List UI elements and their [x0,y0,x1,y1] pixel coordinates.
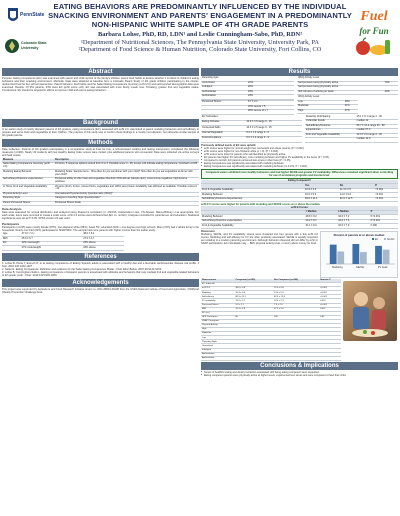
key-finding-box [201,169,398,179]
table-cell: 69.6 ± 11.1 [304,197,339,202]
table-cell: <0.001 [374,197,398,202]
table-cell: <0.001 [319,291,341,295]
table-cell: EC (n=) [201,311,234,315]
column-header: ≥ Median [337,210,370,215]
table-cell: HPF Participant [201,315,234,319]
table-cell [298,137,302,142]
table-cell: 27% underweight [21,246,83,251]
poster-header [0,0,400,66]
table-cell: <0.001 [319,295,341,299]
table-cell: Internal Regulation [201,131,245,136]
table-cell: Modeling [201,291,234,295]
table-cell: 10.9 ± 3.6 range 0 - 15 [245,120,298,125]
table-cell: 38.0 ± 6.2 [82,233,124,237]
table-cell: 23% obese [82,241,124,246]
table-cell: 6.7 ± 2.1 [247,101,294,106]
results-heading: Results [201,68,398,76]
table-cell: Self-Efficacy/Outcome Expectancies [201,197,304,202]
table-cell: 21% [344,105,358,110]
column-header: P [370,210,398,215]
table-cell: 68.5 ± 11.1 [234,295,273,299]
chart-bar [383,250,390,264]
table-cell: P<0.001 [370,215,398,220]
table-cell [319,356,341,360]
table-row [297,90,398,95]
list-item: ■ ecSI scores were lower for parents who self-identified as physically active. [201,153,398,156]
table-cell: 15.1 ± 6.1 range 2 - 30 [356,116,398,120]
table-cell [234,356,273,360]
table-row [2,246,124,251]
discussion-block [201,230,398,278]
table-cell: Modeling Behavior [201,215,305,220]
table-cell: 22.6 ± 6.8 [273,287,319,291]
table-cell: Moderate [201,332,234,336]
table-cell: Low [297,100,344,105]
table-cell: Perceived ability to offer fruits and vegetables that their child will eat (sample item). Low-income negatives, high-income positives. [54,177,199,184]
table-cell [273,356,319,360]
table-cell: EC Subscales: [201,116,245,121]
table-row [201,137,302,142]
table-cell: 16.3 ± 5.9 [234,291,273,295]
table-cell: Modeling Behavior [201,193,304,198]
penn-state-logo [4,6,45,28]
table-cell: 14.0 ± 6.0 [339,193,374,198]
table-cell: <0.001 [374,193,398,198]
table-cell: 25.3 ± 4.9 [234,307,273,311]
list-item: ■ Compared to not EC, EC parents perceived less stress in their lives (P < 0.05). [201,159,398,162]
table-cell: 27.2 ± 5.6 [273,307,319,311]
discussion-text: Modeling, SE/OE, and FV availability scores were clustered into four groups with a few ecSI 2.0 scores. Modeling and self-efficacy for FV are often positively associated. SE/OE is equally important as modeling in a modern parenting environment. Although behavior observed did not differ by ecSI or SNAP participation, EC individuals may ... BMI, physical activity level, or worry about money for food. [201,233,318,246]
left-column [2,68,199,295]
ecsi-median-table [201,206,398,229]
participants-table [2,233,124,251]
table-cell: EC Subscale [201,283,234,287]
table-cell: 300 minutes of activity per week [297,90,384,95]
background-text: In an earlier study of mostly Hispanic parents of 4th graders, eating competence (EC), assessed with ecSI 2.0, was linked to parent modeling behaviors and self-efficacy to prepare and serve fruits and vegetables to their children. The purpose of this study was to confirm these findings in a mostly non-Hispanic, but otherwise similar sample of 4th grade parents. [2,128,199,138]
methods-text: Data Collection. Parents of 4th graders participating in a comparative study at Fuel for Fun, a school-based cooking and tasting intervention, completed the following measures (n=404). Nearly 20 students with low Healthy Eating Index scores were invited, plus additional parents who consented. Data were collected via online surveys and hard copies. [2,148,199,158]
table-cell: Self-efficacy [201,295,234,299]
table-cell: <0.001 [319,303,341,307]
table-cell: Age [2,233,21,237]
table-cell: 62.4 ± 12.6 [273,295,319,299]
table-cell: 16.6 ± 5.9 [304,193,339,198]
table-cell: Modeling Eating Behavior [2,170,54,177]
affiliation-2: ²Department of Food Science & Human Nutrition, Colorado State University, Fort Collins, CO [78,46,322,54]
table-cell: 0.007 [319,307,341,311]
chart-bar [375,246,382,264]
table-cell: 100 [273,315,319,319]
table-cell: Self-efficacy/Outcome expectancies [201,219,305,224]
author-names: Barbara Lohse, PhD, RD, LDN¹ and Leslie Cunningham-Sabo, PhD, RDN² [97,31,303,38]
column-header: Measurement [201,279,234,283]
column-header: P [374,184,398,189]
table-cell: FV availability [201,299,234,303]
table-cell: Eating Attitudes [201,120,245,125]
participants-heading: Participants [2,221,20,226]
acknowledgements-text: This project was supported by Agriculture and Food Research Initiative Grant no. 2011-68001-30138 from the USDA National Institute of Food and Agriculture, Childhood Obesity Prevention Challenge Area. [2,288,199,295]
analysis-heading: Data Analysis [2,207,22,212]
table-cell: 16 items, 5 response options scored from 0 to 3. Possible score 0 - 48; scores ≥32 indicate eating competence. Cronbach α 0.85 [54,163,199,170]
table-cell: 47% [344,109,358,114]
right-column [201,68,398,377]
table-cell: P<0.001 [370,219,398,224]
table-cell: Authoritative [201,95,247,100]
table-cell: BMI [2,237,21,242]
references-heading: References [2,253,199,261]
table-cell: 29.2 ± 8.1 [305,219,338,224]
ecsi-table-title: ecSI 2.0 score [201,206,398,210]
table-cell: 65.7 ± 12.4 range 15 - 80 [356,124,398,129]
ec-block [201,116,398,143]
list-item: ■ Eating competent parents were physically active at higher levels, experienced less stress and were competent to feed their child. [201,374,398,377]
methods-table [2,159,199,207]
abstract-heading: Abstract [2,68,199,76]
methods-heading: Methods [2,139,199,147]
affiliation-1: ¹Department of Nutritional Sciences, The Pennsylvania State University, University Park, PA [80,38,320,46]
ec-right-table [305,116,398,143]
table-cell: High [297,109,344,114]
x-tick-label: SE/OE [356,265,364,269]
table-cell: SNAP Participant [201,319,234,323]
activity-table [297,77,398,95]
table-cell: 34.0 ± 7.6 [337,219,370,224]
table-cell: 62.9 ± 12.5 [339,197,374,202]
participants-text: Participants (n=315) were mostly female (87%), non-Hispanic white (85%), Asian 5%; educated (64% ≥ one degree post high school). Most (72%) had 2 adults living in the household. Nearly one third (32%) participated in SNAP/WIC. The sample had more parents with higher income than the earlier study. [2,225,199,232]
table-row [201,224,398,229]
table-cell: Uninvolved [201,344,234,348]
table-cell: Authoritarian [201,352,234,356]
table-cell [2,246,21,251]
column-header: No [339,184,374,189]
table-cell: 32.5 ± 7.9 [337,224,370,229]
poster-authors [48,31,352,54]
bottom-block [201,279,398,361]
table-cell: Caregiver's Feeding Style Questionnaire* [54,197,199,202]
legend-label: EC [374,238,379,241]
chart-title: Percent of parents at or above median [333,232,385,237]
median-bar-chart [320,231,398,278]
table-cell: Authoritative [201,356,234,360]
table-cell: In Home Fruit and Vegetable Availability [2,185,54,192]
references-list [2,262,199,277]
column-header: < Median [305,210,338,215]
table-cell: Satter Eating Competence Inventory (ecSI 2.0) [2,163,54,170]
fuel-wordmark: Fuel [360,9,388,24]
table-row [201,110,294,115]
table-cell: Parenting Style [2,197,54,202]
conclusions-list [201,371,398,377]
x-tick-label: FV Avail [377,265,388,269]
table-cell: Self-perceive being physically active [297,86,384,91]
discussion-text-wrap [201,230,318,278]
table-cell: Perceived Stress Scale [54,201,199,206]
table-cell: Fruit & Vegetable Availability [201,224,305,229]
table-cell [305,138,356,143]
table-cell: Uninvolved [201,81,247,86]
list-item: ■ ecSI scores were higher for normal weight than overweight and obese parents (P = 0.002). [201,147,398,150]
penn-state-wordmark: PennState [20,12,45,18]
table-row [2,163,199,170]
abstract-text: Purpose: Eating competence (EC) was examined with parent and child reports of the family's children parent food habits to assess whether it is linked to children's eating behaviors and their snacking environment. Methods: Data were obtained at baseline from a Colorado Parent Study of 4th grade children participating in the cluster-randomized Fuel for Fun school intervention. Parent behavior, food habits and the Satter Eating Competence Inventory (ecSI 2.0) and self-reported demographic data were examined. Results: Of 351 parents, 43% were EC (ecSI score ≥32). EC was associated with more family meals, less TV/eating, greater fruit and vegetable intake. Conclusions: EC should be targeted in efforts to improve child and parent eating behaviors. [2,77,199,93]
table-cell: 70% [384,81,398,86]
table-cell: Physical Activity Level [2,192,54,197]
svg-text:University: University [21,46,39,50]
table-cell: 5.3 ± 2.1 [234,303,273,307]
table-cell: 18% [247,90,294,95]
conclusions-heading: Conclusions & Implications [201,362,398,370]
table-cell: 19% [344,100,358,105]
table-cell: Indulgent [201,86,247,91]
table-cell: Parent Perceived Stress [2,201,54,206]
results-bullets [201,147,398,168]
table-cell: Self-Efficacy/Outcome [305,124,356,129]
table-row [297,109,358,114]
chart-bar [352,244,359,264]
x-tick-label: Modeling [332,265,343,269]
table-cell: 10.3 ± 2.5 range 0 - 15 [245,126,298,131]
table-cell: Self-efficacy/Outcome expectancies [2,177,54,184]
column-header: Yes [304,184,339,189]
food-photo [343,279,398,343]
table-cell: 5.2 ± 1.4 range 0 - 6 [245,131,298,136]
ec-comparison-title: Eating Competent? [201,180,398,184]
table-row [201,197,398,202]
table-cell: Perceived Stress [201,303,234,307]
table-cell: Parenting Style [201,340,234,344]
table-cell: Modeling Scale. Sample items - How often do you eat dinner with your child? How often do you eat vegetables at dinner with your child? [54,170,199,177]
table-cell: <0.001 [319,287,341,291]
ipaq-table [297,96,358,114]
methods-col-header: Measure [2,159,54,163]
table-cell: median 12 [356,120,398,125]
table-cell: 37.9 ± 7.2 y [21,233,83,237]
activity-block [297,77,398,115]
table-cell: 13.4 ± 5.9 [273,291,319,295]
table-cell: Authoritarian [201,90,247,95]
table-cell: Parenting style [201,77,247,81]
column-header: Competent (n=185) [234,279,273,283]
acknowledgements-heading: Acknowledgements [2,279,199,287]
ec-subscales-table [201,116,302,143]
table-cell: 18% obese [82,246,124,251]
results-top-block [201,77,398,115]
discussion-heading: Discussion [201,229,215,233]
table-cell: median 12.0 [356,138,398,143]
family-cooking-photo [343,281,397,341]
table-cell: 34.6 ± 7.2 [337,215,370,220]
bullets-heading: Previously defined levels of EC were upheld. [201,143,257,147]
table-cell: 0.010 [319,299,341,303]
table-cell: Physical Activity [201,324,234,328]
table-cell: 28.8 ± 8.2 [305,215,338,220]
reference-item: 3. Lohse B, Cunningham-Sabo L. Eating competence of Hispanic parents is associated with attitudes and behaviors that may mediate fruit and vegetable-related behaviors of 4th grade youth. J Nutr. 2012;142:1903-1909. [2,271,199,278]
table-cell: Fruit & Vegetable Availability [201,188,304,193]
bar-chart-svg [322,237,396,271]
table-cell: 28% severe of ≥ 7 [247,110,294,115]
table-cell: 40% [384,90,398,95]
column-header: Not Competent (n=209) [273,279,319,283]
chart-bar [360,252,367,264]
table-cell: 25.6 ± 5.7 [21,237,83,242]
table-cell: expectancies [305,129,356,134]
reference-item: 2. Satter E. Eating Competence: Definition and evidence for the Satter Eating Competence Model. J Nutr Educ Behav. 2007;39:S142-S153. [2,268,162,272]
table-cell: 85 [234,315,273,319]
table-cell: 38.0 ± 4.8 [234,287,273,291]
colorado-state-logo [4,34,47,58]
analysis-text: Data were assessed for normal distribution and analyzed using Pearson's correlation (r). ANOVA, independent t-test, Chi-Square, Mann-Whitney U as appropriate. For each scale, items were summed to create a scale score. ecSI 2.0 scores were dichotomized (EC vs. not EC). Analyses controlled for parental sex and education. Statistical significance was set at P<0.05. SPSS version 22 was used. [2,211,199,221]
key-finding-text: Competent eaters exhibited more healthy behaviors and had higher SE/OE and greater FV availability. Differences remained significant when controlling for use of assistance programs and income level. [205,170,394,177]
column-header: Statistic P [319,279,341,283]
table-cell: 5.0 ± 2.4 range 0 - 9 [245,137,298,142]
table-cell: <0.001 [374,188,398,193]
fuel-for-fun-logo [352,4,396,62]
list-item: ■ ecSI scores were higher for non-Hispanic white (n = 3), (P = 0.004). [201,150,398,153]
reference-item: 1. Lohse B, Psota T, Estruch R, et al. Eating competence of Elderly Spanish adults is associated with a healthy diet and a favorable cardiovascular disease risk profile. J Nutr. 2010;140:1322-1327. [2,261,199,268]
list-item: ■ Eating Competence was significantly associated with modeling behavior (rs 0.274, P < 0.001). [201,165,398,168]
for-fun-wordmark: for Fun [359,26,389,36]
table-cell: Unfamiliar Foods [305,120,356,125]
table-cell: Contextual Skills [201,126,245,131]
table-cell: median 67.0 [356,129,398,134]
table-cell: Moderate [297,105,344,110]
table-cell: Perceived Stress: [201,101,247,106]
table-cell: 12.0 ± 2.6 range 6 - 20 [356,133,398,138]
poster-title: EATING BEHAVIORS ARE PREDOMINANTLY INFLUENCED BY THE INDIVIDUAL SNACKING ENVIRONMENT AND PARENTS' ENGAGEMENT IN A PREDOMINANTLY NON-HISPANIC WHITE SAMPLE OF 4TH GRADE PARENTS [48,2,352,29]
table-cell: 16% severe = 5 [247,105,294,110]
table-cell: Fruit and Vegetable Availability [305,133,356,138]
ecsi-heading: ecSI 2.0 scores were higher for parents with modeling and SE/OE scores at or above the median. [201,203,321,207]
table-cell: BMI [201,307,234,311]
table-cell: 0.180 [370,224,398,229]
table-cell: 20% [247,86,294,91]
list-item: ■ EC parents had higher FV self-efficacy, more modeling behavior and higher FV availability in the home (P < 0.05). [201,156,398,159]
list-item: ■ Eating Competence was significantly associated with modeling behavior. [201,162,398,165]
table-cell: Indulgent [201,348,234,352]
table-cell: 24% [247,95,294,100]
ec-comparison-table [201,180,398,203]
table-cell: 11.4 ± 2.5 [339,188,374,193]
table-cell: EC [2,241,21,246]
table-cell: 27.0 ± 4.7 [82,237,124,242]
competent-comparison-table [201,279,341,361]
table-cell: 20 items (fresh, frozen, canned fruits, vegetables and 100% juice) listed. Availability was affirmed as available. Possible scores 0 - 20 [54,185,199,192]
table-cell: 12.4 ± 2.3 [273,299,319,303]
table-cell: IPAQ Activity Level: [297,96,344,100]
table-row [305,138,398,143]
table-cell: Low [201,336,234,340]
chart-bar [337,251,344,264]
table-cell: 0.82 [319,315,341,319]
table-cell: 12% [247,81,294,86]
list-item: ■ Tenets of healthful eating and dietary behaviors associated with being eating competent were supported. [201,371,398,374]
table-cell: Food Acceptance [201,137,245,142]
table-cell: IPAQ Activity Level [297,77,384,81]
background-heading: Background [2,119,199,127]
parenting-stress-table [201,77,294,115]
methods-col-header: Description [54,159,199,163]
table-cell: Self-perceive being physically active [297,81,384,86]
table-row [2,177,199,184]
svg-text:Colorado State: Colorado State [21,41,47,45]
table-cell: 13.2 ± 2.1 [234,299,273,303]
table-cell: ecSI 2.0 [201,287,234,291]
table-cell: Modeling Child Eating [305,116,356,120]
table-cell [201,110,247,115]
table-row [201,356,341,360]
table-cell: 7.3 ± 2.3 [273,303,319,307]
table-cell: 31.1 ± 9.0 [305,224,338,229]
legend-swatch [372,238,374,240]
table-cell: International Physical Activity Questionnaire (IPAQ)* [54,192,199,197]
table-cell: 12.9 ± 2.4 [304,188,339,193]
table-cell: High [201,328,234,332]
table-row [2,201,199,206]
legend-label: Not EC [386,238,395,241]
table-cell: 32% overweight [21,241,83,246]
legend-swatch [384,238,386,240]
chart-bar [330,245,337,264]
